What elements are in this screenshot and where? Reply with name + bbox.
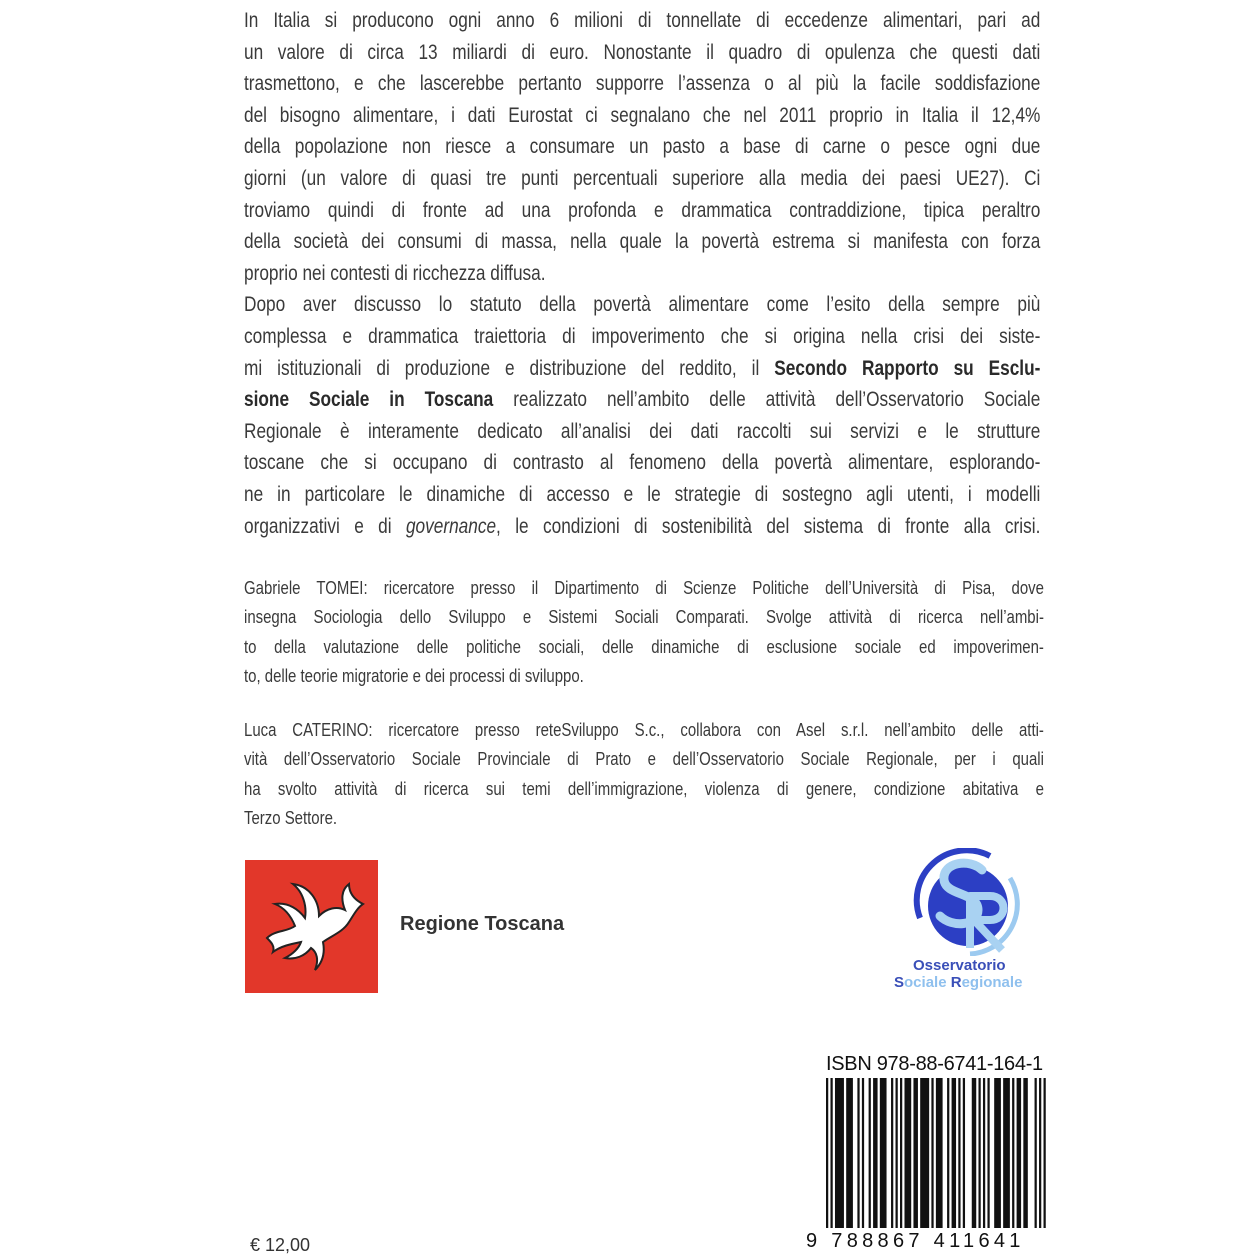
text-segment: organizzativi e di <box>244 514 406 538</box>
text-segment: troviamo quindi di fronte ad una profonda e drammatica contraddizione, tipica peraltro <box>244 198 1041 222</box>
text-line <box>244 226 1040 258</box>
text-segment: mi istituzionali di produzione e distribuzione del reddito, il <box>244 356 775 380</box>
text-segment: complessa e drammatica traiettoria di impoverimento che si origina nella crisi dei siste- <box>244 324 1041 348</box>
barcode-bar <box>958 1078 960 1228</box>
barcode-bar <box>873 1078 877 1228</box>
osr-name-line2: Sociale Regionale <box>894 974 1023 991</box>
back-cover-blurb <box>244 5 1040 542</box>
text-line <box>244 321 1040 353</box>
barcode-bar <box>987 1078 989 1228</box>
author-bio-tomei <box>244 573 1044 690</box>
regione-toscana-name: Regione Toscana <box>400 913 565 935</box>
barcode-bar <box>983 1078 985 1228</box>
text-segment: Terzo Settore. <box>244 806 338 828</box>
ean-digits: 9 788867 411641 <box>806 1230 1025 1252</box>
text-line <box>244 195 1040 227</box>
text-line <box>244 416 1040 448</box>
barcode-bar <box>913 1078 917 1228</box>
text-line <box>244 479 1040 511</box>
barcode-bar <box>994 1078 1001 1228</box>
text-segment: ne in particolare le dinamiche di accesso e le strategie di sostegno agli utenti, i modelli <box>244 482 1041 506</box>
text-line <box>244 632 1044 661</box>
barcode-bar <box>972 1078 976 1228</box>
text-line <box>244 37 1040 69</box>
barcode-bar <box>1044 1078 1046 1228</box>
text-line <box>244 353 1040 385</box>
barcode-bar <box>826 1078 828 1228</box>
barcode-bar <box>891 1078 893 1228</box>
text-line <box>244 511 1040 543</box>
text-line <box>244 661 1044 690</box>
isbn-label: ISBN 978-88-6741-164-1 <box>826 1053 1043 1075</box>
text-segment: Gabriele TOMEI: ricercatore presso il Dipartimento di Scienze Politiche dell’Università di Pisa, dove <box>244 577 1044 598</box>
barcode-bar <box>1039 1078 1041 1228</box>
text-line <box>244 163 1040 195</box>
text-line <box>244 289 1040 321</box>
text-line <box>244 602 1044 631</box>
text-segment: realizzato nell’ambito delle attività dell’Osservatorio Sociale <box>493 388 1041 412</box>
author-bio-caterino <box>244 715 1044 832</box>
text-segment: to della valutazione delle politiche sociali, delle dinamiche di esclusione sociale ed impoverimen- <box>244 635 1044 657</box>
text-segment: Regionale è interamente dedicato all’analisi dei dati raccolti sui servizi e le strutture <box>244 419 1041 443</box>
text-segment: Dopo aver discusso lo statuto della povertà alimentare come l’esito della sempre più <box>244 293 1041 317</box>
barcode-bar <box>1012 1078 1014 1228</box>
text-line <box>244 774 1044 803</box>
text-segment: Luca CATERINO: ricercatore presso reteSviluppo S.c., collabora con Asel s.r.l. nell’ambito delle atti- <box>244 719 1044 740</box>
bold-title: sione Sociale in Toscana <box>244 388 494 412</box>
text-line <box>244 744 1044 773</box>
text-segment: vità dell’Osservatorio Sociale Provinciale di Prato e dell’Osservatorio Sociale Regionale, per i quali <box>244 748 1044 770</box>
bold-title: Secondo Rapporto su Esclu- <box>774 356 1041 380</box>
osr-name-line1: Osservatorio <box>913 957 1006 974</box>
barcode-bar <box>963 1078 965 1228</box>
text-segment: della popolazione non riesce a consumare un pasto a base di carne o pesce ogni due <box>244 135 1041 159</box>
barcode-bar <box>846 1078 853 1228</box>
text-line <box>244 5 1040 37</box>
text-line <box>244 384 1040 416</box>
osservatorio-logo-icon <box>890 848 1050 956</box>
regione-toscana-logo <box>245 860 378 993</box>
barcode-bar <box>900 1078 902 1228</box>
text-segment: toscane che si occupano di contrasto al fenomeno della povertà alimentare, esplorando- <box>244 451 1041 475</box>
barcode-bar <box>1035 1078 1037 1228</box>
text-line <box>244 447 1040 479</box>
barcode-bar <box>936 1078 943 1228</box>
barcode-bar <box>1023 1078 1027 1228</box>
text-segment: proprio nei contesti di ricchezza diffusa. <box>244 261 546 285</box>
barcode-bar <box>952 1078 956 1228</box>
text-segment: to, delle teorie migratorie e dei processi di sviluppo. <box>244 664 584 686</box>
text-line <box>244 131 1040 163</box>
barcode-bar <box>920 1078 929 1228</box>
barcode-bar <box>896 1078 898 1228</box>
text-line <box>244 68 1040 100</box>
text-segment: In Italia si producono ogni anno 6 milioni di tonnellate di eccedenze alimentari, pari ad <box>244 9 1041 32</box>
barcode-bar <box>931 1078 933 1228</box>
barcode-bar <box>1003 1078 1010 1228</box>
text-line <box>244 573 1044 602</box>
text-segment: della società dei consumi di massa, nella quale la povertà estrema si manifesta con forza <box>244 230 1041 254</box>
price: € 12,00 <box>250 1235 311 1255</box>
barcode-bar <box>947 1078 949 1228</box>
barcode-bar <box>869 1078 871 1228</box>
barcode-bar <box>835 1078 844 1228</box>
text-segment: insegna Sociologia dello Sviluppo e Sistemi Sociali Comparati. Svolge attività di ricerca nell’ambi- <box>244 606 1044 628</box>
barcode-bar <box>904 1078 911 1228</box>
text-segment: trasmettono, e che lascerebbe pertanto supporre l’assenza o al più la facile soddisfazione <box>244 72 1041 96</box>
text-segment: giorni (un valore di quasi tre punti percentuali superiore alla media dei paesi UE27). Ci <box>244 166 1041 190</box>
pegasus-icon <box>245 860 378 993</box>
barcode-bar <box>1017 1078 1021 1228</box>
barcode-bar <box>862 1078 864 1228</box>
text-segment: un valore di circa 13 miliardi di euro. Nonostante il quadro di opulenza che questi dati <box>244 40 1041 64</box>
italic-term: governance <box>405 514 497 538</box>
barcode-bar <box>880 1078 887 1228</box>
text-line <box>244 803 1044 832</box>
barcode <box>826 1078 1048 1228</box>
barcode-bar <box>830 1078 832 1228</box>
barcode-bar <box>978 1078 980 1228</box>
text-segment: , le condizioni di sostenibilità del sistema di fronte alla crisi. <box>496 514 1041 538</box>
text-segment: ha svolto attività di ricerca sui temi dell’immigrazione, violenza di genere, condizione abitativa e <box>244 777 1044 799</box>
barcode-bar <box>857 1078 859 1228</box>
text-line <box>244 258 1040 290</box>
text-line <box>244 715 1044 744</box>
text-line <box>244 100 1040 132</box>
text-segment: del bisogno alimentare, i dati Eurostat ci segnalano che nel 2011 proprio in Italia il 12,4% <box>244 103 1041 127</box>
